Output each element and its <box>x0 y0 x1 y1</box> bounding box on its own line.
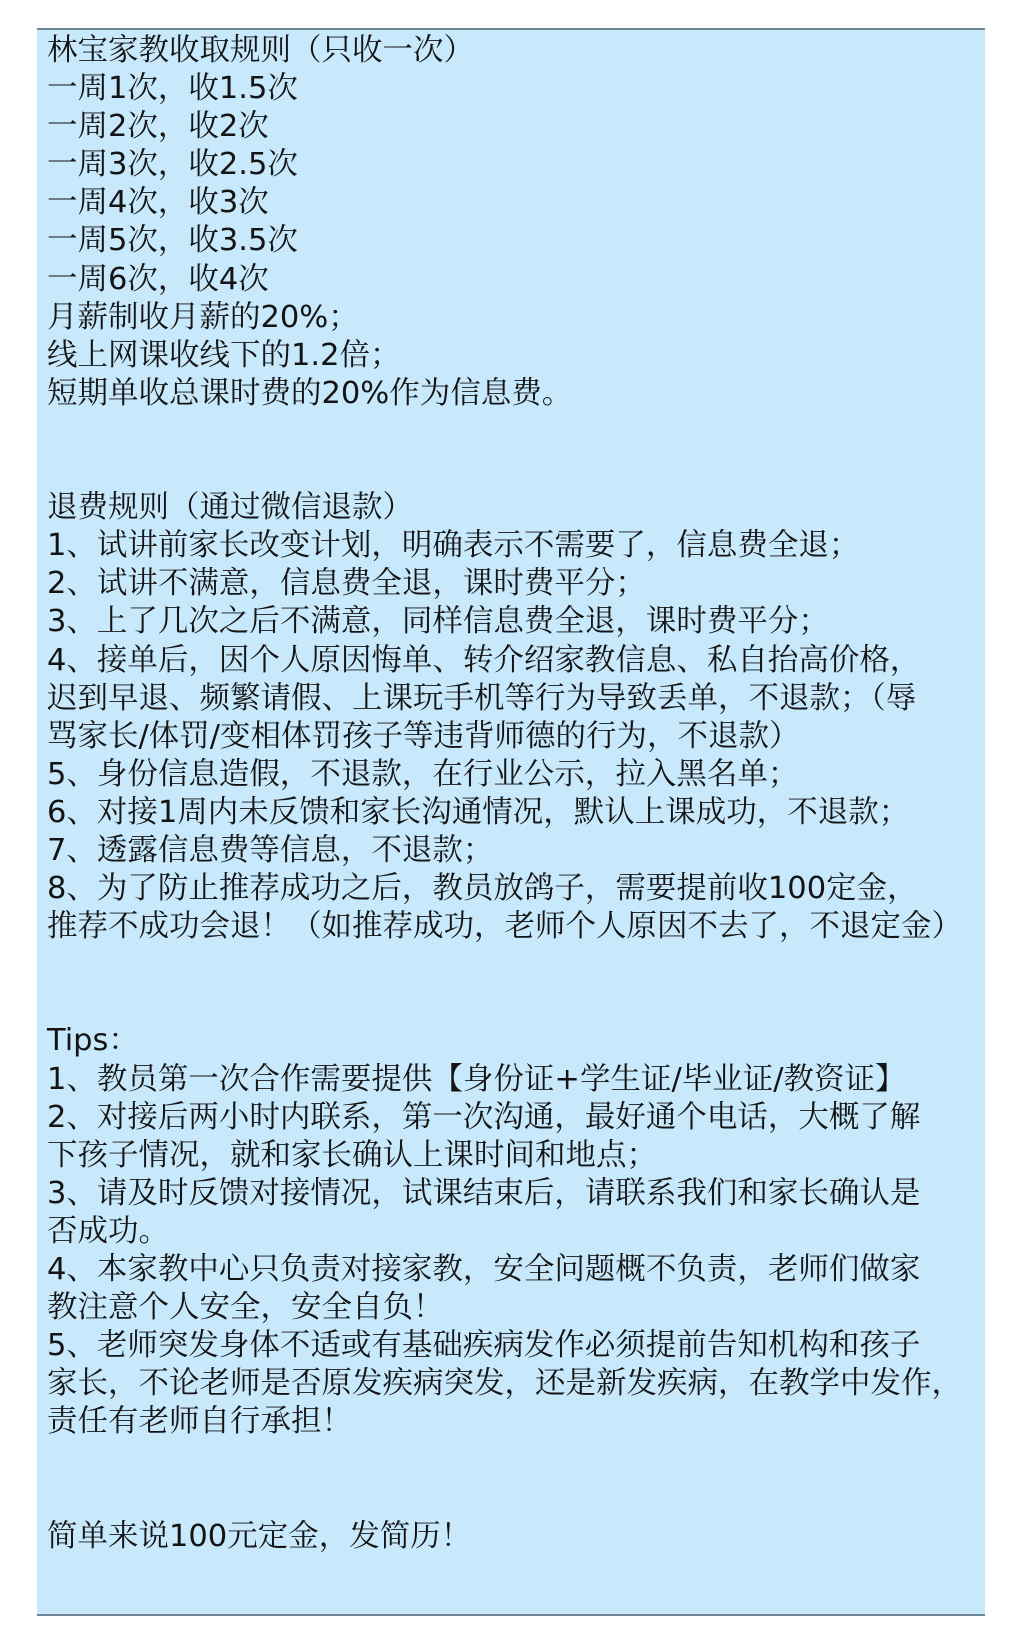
text-line: 1、教员第一次合作需要提供【身份证+学生证/毕业证/教资证】 <box>47 1061 906 1097</box>
text-line: 一周2次，收2次 <box>47 109 269 145</box>
text-line: 一周6次，收4次 <box>47 261 269 297</box>
text-line: 7、透露信息费等信息，不退款； <box>47 832 494 868</box>
text-line: 3、请及时反馈对接情况，试课结束后，请联系我们和家长确认是 <box>47 1175 921 1211</box>
text-line: 否成功。 <box>47 1213 169 1249</box>
text-line: 骂家长/体罚/变相体罚孩子等违背师德的行为，不退款） <box>47 718 800 754</box>
text-line: 3、上了几次之后不满意，同样信息费全退，课时费平分； <box>47 604 829 640</box>
text-line: 下孩子情况，就和家长确认上课时间和地点； <box>47 1137 657 1173</box>
text-line: 5、身份信息造假，不退款，在行业公示，拉入黑名单； <box>47 756 799 792</box>
text-line: 5、老师突发身体不适或有基础疾病发作必须提前告知机构和孩子 <box>47 1328 921 1364</box>
text-line: 一周1次，收1.5次 <box>47 71 298 107</box>
text-line: 推荐不成功会退！（如推荐成功，老师个人原因不去了，不退定金） <box>47 909 962 945</box>
text-line: 退费规则（通过微信退款） <box>47 490 413 526</box>
text-line: 一周4次，收3次 <box>47 185 269 221</box>
blank-line <box>47 946 981 984</box>
text-line: 2、对接后两小时内联系，第一次沟通，最好通个电话，大概了解 <box>47 1099 921 1135</box>
blank-line <box>47 984 981 1022</box>
text-line: 林宝家教收取规则（只收一次） <box>47 33 474 68</box>
text-line: 8、为了防止推荐成功之后，教员放鸽子，需要提前收100定金， <box>47 871 918 907</box>
text-line: 迟到早退、频繁请假、上课玩手机等行为导致丢单，不退款；（辱 <box>47 680 917 716</box>
text-line: 简单来说100元定金，发简历！ <box>47 1518 472 1554</box>
note-text <box>47 32 981 1556</box>
blank-line <box>47 413 981 451</box>
text-line: 一周5次，收3.5次 <box>47 223 298 259</box>
text-line: 2、试讲不满意，信息费全退，课时费平分； <box>47 566 646 602</box>
text-line: 4、接单后，因个人原因悔单、转介绍家教信息、私自抬高价格， <box>47 642 921 678</box>
text-line: 一周3次，收2.5次 <box>47 147 298 183</box>
text-line: Tips： <box>47 1023 139 1059</box>
text-line: 4、本家教中心只负责对接家教，安全问题概不负责，老师们做家 <box>47 1252 921 1287</box>
blank-line <box>47 1480 981 1518</box>
text-line: 家长，不论老师是否原发疾病突发，还是新发疾病，在教学中发作， <box>47 1366 962 1402</box>
text-line: 月薪制收月薪的20%； <box>47 299 359 335</box>
blank-line <box>47 451 981 489</box>
note-card <box>37 28 985 1616</box>
blank-line <box>47 1441 981 1479</box>
text-line: 教注意个人安全，安全自负！ <box>47 1290 444 1326</box>
text-line: 1、试讲前家长改变计划，明确表示不需要了，信息费全退； <box>47 528 860 564</box>
text-line: 6、对接1周内未反馈和家长沟通情况，默认上课成功，不退款； <box>47 794 910 830</box>
text-line: 线上网课收线下的1.2倍； <box>47 337 401 373</box>
text-line: 责任有老师自行承担！ <box>47 1404 352 1440</box>
text-line: 短期单收总课时费的20%作为信息费。 <box>47 375 573 411</box>
